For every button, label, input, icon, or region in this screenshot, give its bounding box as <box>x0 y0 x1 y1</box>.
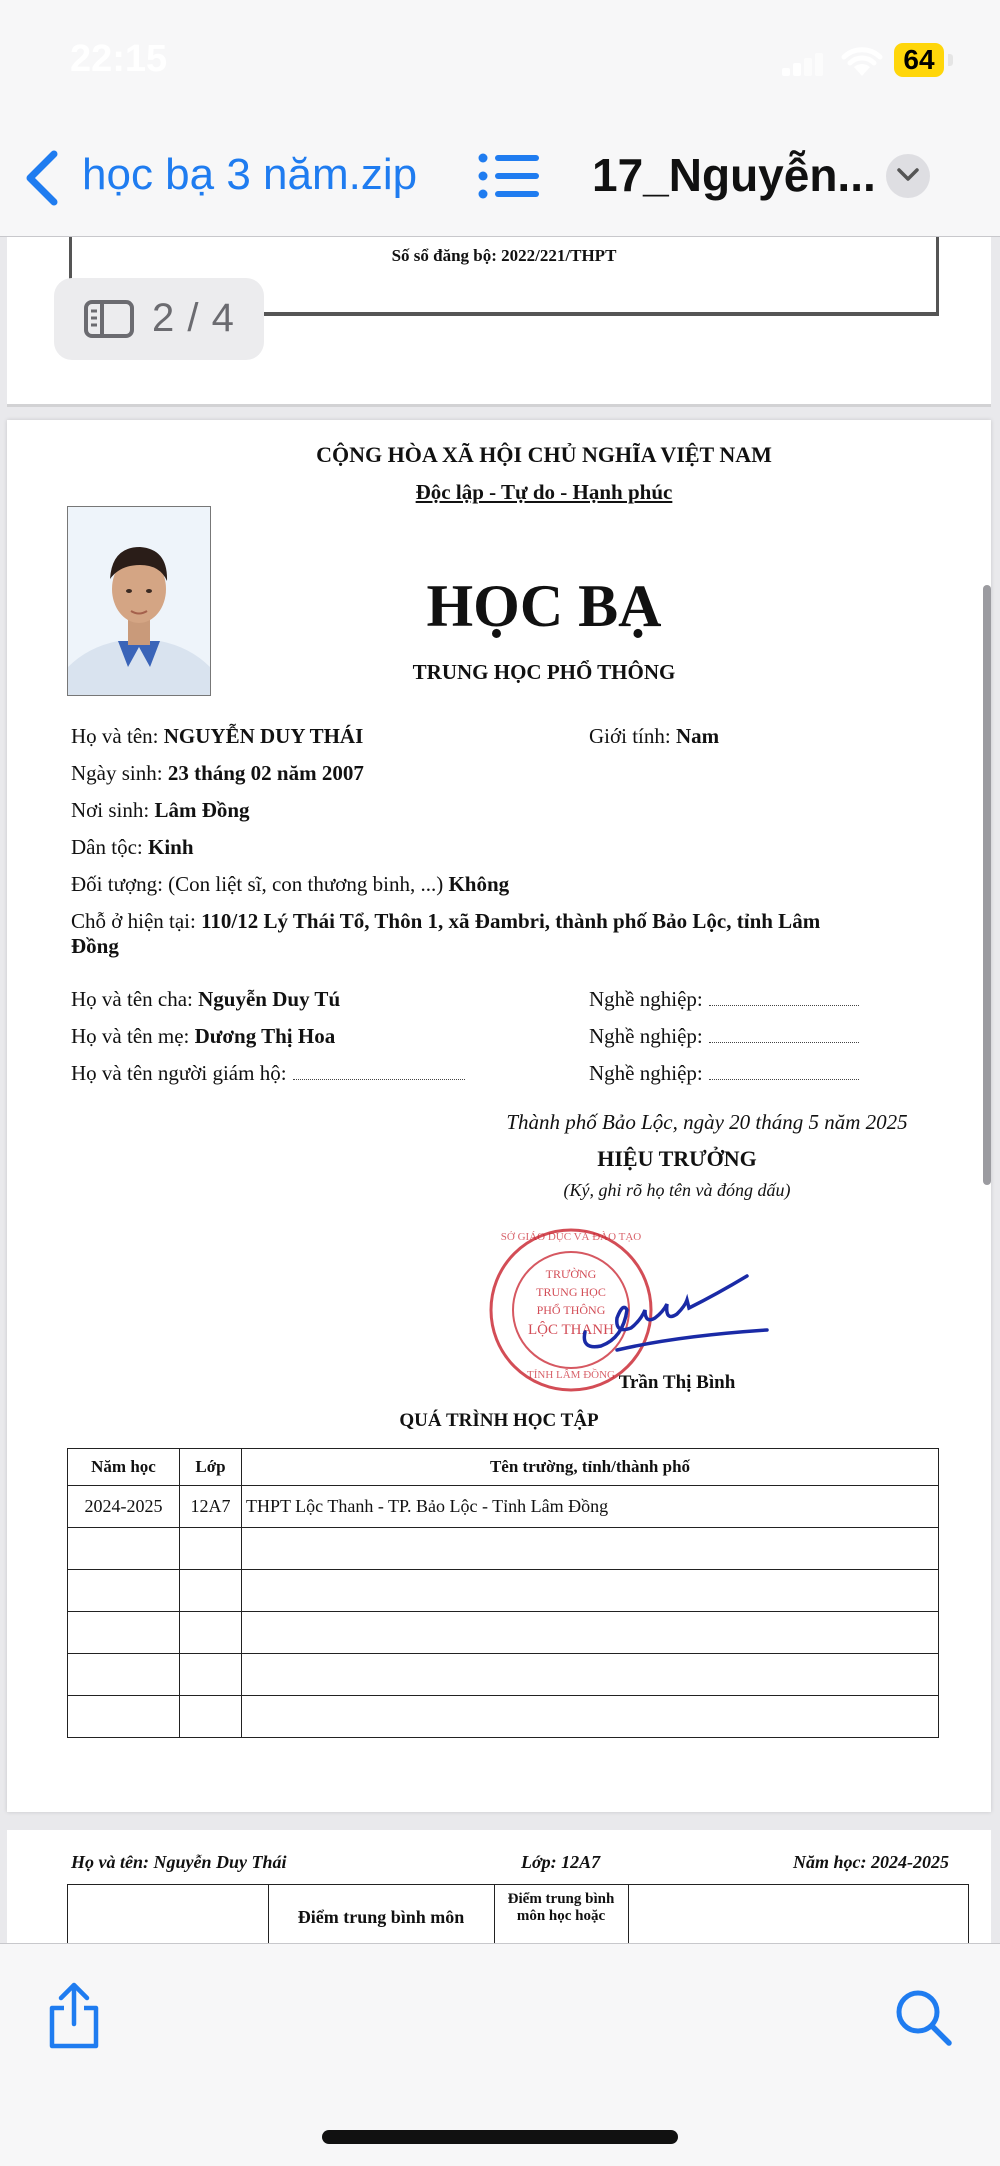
stamp-ring-bottom: TỈNH LÂM ĐỒNG <box>527 1369 615 1381</box>
p3-class: Lớp: 12A7 <box>521 1852 601 1872</box>
ethnic-label: Dân tộc: <box>71 835 143 859</box>
status-time: 22:15 <box>70 38 168 80</box>
cellular-signal-icon <box>782 52 822 76</box>
principal-title: HIỆU TRƯỞNG <box>597 1146 757 1171</box>
cell-year <box>68 1612 180 1654</box>
cell-school <box>242 1696 939 1738</box>
chevron-down-icon <box>896 167 920 183</box>
table-row <box>68 1528 939 1570</box>
cell-year: 2024-2025 <box>68 1486 180 1528</box>
ethnic-value: Kinh <box>147 835 194 859</box>
stamp-line-1: TRƯỜNG <box>545 1267 597 1281</box>
share-icon[interactable] <box>46 1982 102 2050</box>
table-row <box>68 1486 939 1528</box>
cell-year <box>68 1570 180 1612</box>
scroll-indicator[interactable] <box>983 585 991 1185</box>
job-label: Nghề nghiệp: <box>589 1061 703 1085</box>
father-field <box>71 987 340 1012</box>
school-stamp-and-signature <box>477 1200 777 1400</box>
cell-class: 12A7 <box>180 1486 242 1528</box>
address-label: Chỗ ở hiện tại: <box>71 909 196 933</box>
page-indicator[interactable] <box>54 278 264 360</box>
motto <box>7 480 1000 505</box>
col-header-year: Năm học <box>68 1449 180 1486</box>
cell-school <box>242 1528 939 1570</box>
cell-class <box>180 1612 242 1654</box>
father-label: Họ và tên cha: <box>71 987 193 1011</box>
table-header-row <box>68 1449 939 1486</box>
stamp-line-3: PHỔ THÔNG <box>536 1303 606 1317</box>
search-icon[interactable] <box>894 1988 954 2048</box>
pob-field <box>71 798 250 823</box>
wifi-icon <box>840 44 884 78</box>
cell-school: THPT Lộc Thanh - TP. Bảo Lộc - Tỉnh Lâm Đồng <box>242 1486 939 1528</box>
gender-label: Giới tính: <box>589 724 671 748</box>
job-label: Nghề nghiệp: <box>589 987 703 1011</box>
col-header-class: Lớp <box>180 1449 242 1486</box>
title-dropdown-button[interactable] <box>886 154 930 198</box>
bottom-toolbar <box>0 1943 1000 2166</box>
object-label: Đối tượng: (Con liệt sĩ, con thương binh, ...) <box>71 872 444 896</box>
guardian-label: Họ và tên người giám hộ: <box>71 1061 287 1085</box>
study-history-table <box>67 1448 939 1738</box>
stamp-ring-top: SỞ GIÁO DỤC VÀ ĐÀO TẠO <box>500 1231 642 1243</box>
name-label: Họ và tên: <box>71 724 159 748</box>
blank-line <box>709 1004 859 1006</box>
student-name: NGUYỄN DUY THÁI <box>163 724 364 748</box>
cell-year <box>68 1654 180 1696</box>
home-indicator[interactable] <box>322 2130 678 2144</box>
cell-school <box>242 1654 939 1696</box>
p3-student-name: Họ và tên: Nguyễn Duy Thái <box>71 1852 287 1872</box>
mother-job-field <box>589 1024 859 1049</box>
address-field-cont <box>71 934 119 959</box>
motto-text: Độc lập - Tự do - Hạnh phúc <box>415 480 673 504</box>
mother-field <box>71 1024 335 1049</box>
cell-year <box>68 1528 180 1570</box>
registry-number: Số sổ đăng bộ: 2022/221/THPT <box>391 246 617 265</box>
top-navigation-bar <box>0 0 1000 237</box>
dob-label: Ngày sinh: <box>71 761 163 785</box>
object-field <box>71 872 509 897</box>
blank-line <box>709 1041 859 1043</box>
address-field <box>71 909 820 934</box>
mother-label: Họ và tên mẹ: <box>71 1024 190 1048</box>
pob-value: Lâm Đồng <box>154 798 250 822</box>
cell-class <box>180 1528 242 1570</box>
father-job-field <box>589 987 859 1012</box>
sidebar-icon <box>84 300 134 338</box>
guardian-job-field <box>589 1061 859 1086</box>
cell-school <box>242 1570 939 1612</box>
table-row <box>68 1570 939 1612</box>
cell-class <box>180 1654 242 1696</box>
page-number: 2 / 4 <box>152 296 235 340</box>
document-title[interactable]: 17_Nguyễn... <box>592 149 876 201</box>
father-name: Nguyễn Duy Tú <box>198 987 341 1011</box>
table-row <box>68 1654 939 1696</box>
address-line2: Đồng <box>71 934 119 958</box>
gender-value: Nam <box>675 724 720 748</box>
signer-name: Trần Thị Bình <box>618 1372 736 1393</box>
table-row <box>68 1612 939 1654</box>
cell-year <box>68 1696 180 1738</box>
record-title: HỌC BẠ <box>426 573 662 639</box>
stamp-line-2: TRUNG HỌC <box>536 1285 606 1299</box>
object-value: Không <box>448 872 510 896</box>
guardian-field <box>71 1061 465 1086</box>
mother-name: Dương Thị Hoa <box>194 1024 336 1048</box>
pdf-page-2 <box>7 420 991 1812</box>
battery-tip <box>948 54 953 66</box>
back-chevron-icon[interactable] <box>20 150 64 206</box>
col-header-school: Tên trường, tỉnh/thành phố <box>242 1449 939 1486</box>
address-line1: 110/12 Lý Thái Tổ, Thôn 1, xã Đambri, thành phố Bảo Lộc, tỉnh Lâm <box>201 909 821 933</box>
table-row <box>68 1696 939 1738</box>
pob-label: Nơi sinh: <box>71 798 150 822</box>
gender-field <box>589 724 719 749</box>
dob-value: 23 tháng 02 năm 2007 <box>167 761 364 785</box>
cell-class <box>180 1570 242 1612</box>
stamp-line-4: LỘC THANH <box>528 1322 614 1338</box>
dob-field <box>71 761 364 786</box>
back-button-label[interactable]: học bạ 3 năm.zip <box>82 150 418 199</box>
sign-note: (Ký, ghi rõ họ tên và đóng dấu) <box>563 1180 791 1200</box>
nation-header: CỘNG HÒA XÃ HỘI CHỦ NGHĨA VIỆT NAM <box>316 442 772 467</box>
cell-school <box>242 1612 939 1654</box>
ethnic-field <box>71 835 194 860</box>
cell-class <box>180 1696 242 1738</box>
blank-line <box>709 1078 859 1080</box>
battery-level-badge: 64 <box>894 43 944 77</box>
list-icon[interactable] <box>478 153 540 199</box>
p3-year: Năm học: 2024-2025 <box>793 1852 949 1872</box>
sign-place-date: Thành phố Bảo Lộc, ngày 20 tháng 5 năm 2025 <box>506 1110 908 1134</box>
grades-col-header-2: Điểm trung bình môn học hoặc <box>507 1891 615 1924</box>
record-subtitle: TRUNG HỌC PHỔ THÔNG <box>412 660 676 684</box>
study-history-title: QUÁ TRÌNH HỌC TẬP <box>399 1410 599 1431</box>
blank-line <box>293 1078 465 1080</box>
job-label: Nghề nghiệp: <box>589 1024 703 1048</box>
grades-col-header-1: Điểm trung bình môn <box>297 1907 465 1927</box>
name-field <box>71 724 363 749</box>
